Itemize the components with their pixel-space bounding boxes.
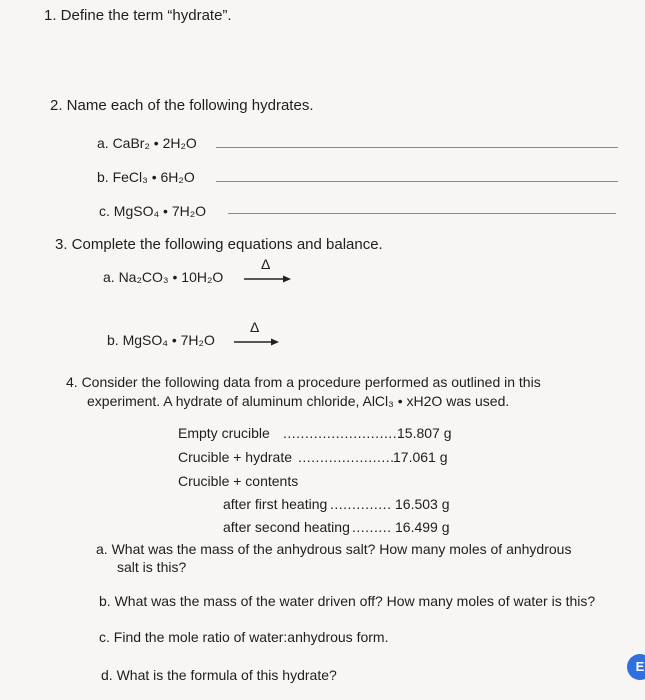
question-4c: c. Find the mole ratio of water:anhydrous form. xyxy=(99,629,389,645)
question-4-line2: experiment. A hydrate of aluminum chloride, AlCl₃ • xH2O was used. xyxy=(87,393,510,409)
second-heating-label: after second heating xyxy=(223,519,350,535)
crucible-hydrate-label: Crucible + hydrate xyxy=(178,449,293,465)
question-4b: b. What was the mass of the water driven off? How many moles of water is this? xyxy=(99,593,596,609)
leader-dots: .............. xyxy=(330,496,392,512)
question-4d: d. What is the formula of this hydrate? xyxy=(101,667,337,683)
question-1: 1. Define the term “hydrate”. xyxy=(44,7,232,24)
leader-dots: ........................... xyxy=(283,425,402,441)
question-3: 3. Complete the following equations and balance. xyxy=(55,236,383,253)
question-2b: b. FeCl₃ • 6H₂O xyxy=(97,169,195,185)
edge-badge-button[interactable]: E xyxy=(627,654,645,680)
question-2c: c. MgSO₄ • 7H₂O xyxy=(99,203,207,219)
question-3a: a. Na₂CO₃ • 10H₂O xyxy=(103,269,224,285)
first-heating-label: after first heating xyxy=(223,496,328,512)
heat-symbol-3b: Δ xyxy=(250,319,260,335)
answer-line-2c[interactable] xyxy=(228,213,616,214)
question-3b: b. MgSO₄ • 7H₂O xyxy=(107,332,215,348)
empty-crucible-value: 15.807 g xyxy=(397,425,452,441)
answer-line-2b[interactable] xyxy=(216,181,618,182)
question-4a-line2: salt is this? xyxy=(117,559,187,575)
heat-symbol-3a: Δ xyxy=(261,256,271,272)
question-4a-line1: a. What was the mass of the anhydrous salt? How many moles of anhydrous xyxy=(96,541,572,557)
first-heating-value: 16.503 g xyxy=(395,496,450,512)
empty-crucible-label: Empty crucible xyxy=(178,425,270,441)
leader-dots: ...................... xyxy=(298,449,395,465)
crucible-contents-label: Crucible + contents xyxy=(178,473,299,489)
question-2: 2. Name each of the following hydrates. xyxy=(50,97,314,114)
answer-line-2a[interactable] xyxy=(216,147,618,148)
leader-dots: ......... xyxy=(352,519,392,535)
second-heating-value: 16.499 g xyxy=(395,519,450,535)
question-4-line1: 4. Consider the following data from a procedure performed as outlined in this xyxy=(66,374,541,390)
crucible-hydrate-value: 17.061 g xyxy=(393,449,448,465)
question-2a: a. CaBr₂ • 2H₂O xyxy=(97,135,197,151)
